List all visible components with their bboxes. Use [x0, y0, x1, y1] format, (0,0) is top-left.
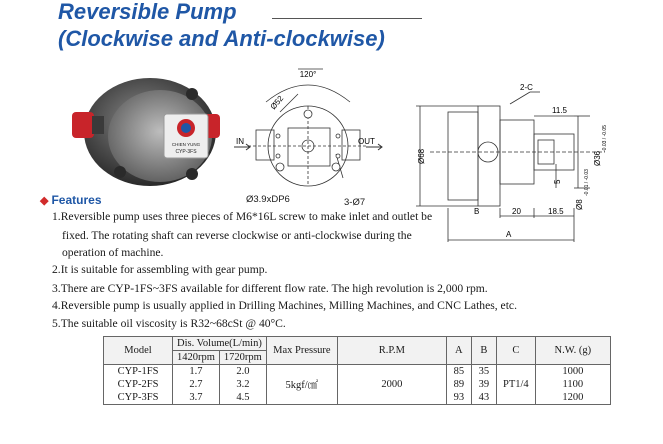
cell-model: CYP-1FS: [104, 365, 173, 379]
photo-model: CYP-3FS: [175, 149, 197, 155]
feature-line: 3.There are CYP-1FS~3FS available for different flow rate. The high revolution is 2,000 rpm.: [52, 282, 488, 295]
side-view-drawing: [410, 83, 610, 252]
col-model: Model: [104, 337, 173, 365]
spec-table: [103, 336, 611, 405]
feature-line: 5.The suitable oil viscosity is R32~68cSt @ 40°C.: [52, 317, 286, 330]
dim-b-label: B: [474, 207, 480, 216]
cell-nw: 1100: [535, 378, 610, 391]
col-nw: N.W. (g): [535, 337, 610, 365]
col-dis-volume: Dis. Volume(L/min): [173, 337, 267, 351]
angle-label: 120°: [299, 70, 317, 79]
cell-v1720: 4.5: [219, 391, 266, 405]
cell-a: 89: [446, 378, 471, 391]
cell-v1720: 3.2: [219, 378, 266, 391]
cell-max-pressure: 5kgf/㎠: [266, 365, 337, 405]
key-width-label: 5: [553, 179, 562, 184]
cell-v1420: 1.7: [173, 365, 220, 379]
port-in-label: IN: [236, 137, 244, 146]
photo-brand: CHIEN YUNG: [171, 142, 201, 147]
col-rpm: R.P.M: [337, 337, 446, 365]
cell-model: CYP-2FS: [104, 378, 173, 391]
page-title: Reversible Pump: [58, 0, 237, 24]
cell-c: PT1/4: [496, 365, 535, 405]
page-subtitle: (Clockwise and Anti-clockwise): [58, 26, 385, 51]
title-underline: [272, 18, 422, 19]
col-max-pressure: Max Pressure: [266, 337, 337, 365]
table-row: [104, 365, 611, 379]
col-rpm-1720: 1720rpm: [219, 351, 266, 365]
col-a: A: [446, 337, 471, 365]
hole1-label: Ø3.9xDP6: [246, 194, 290, 205]
cell-v1420: 3.7: [173, 391, 220, 405]
cell-v1720: 2.0: [219, 365, 266, 379]
len11-5-label: 11.5: [552, 106, 567, 115]
cell-b: 35: [471, 365, 496, 379]
hole2-label: 3-Ø7: [344, 197, 366, 208]
cell-v1420: 2.7: [173, 378, 220, 391]
cell-model: CYP-3FS: [104, 391, 173, 405]
bore-tol-label: -0.01 / -0.03: [584, 169, 590, 196]
col-b: B: [471, 337, 496, 365]
dia52-label: Ø52: [268, 93, 286, 112]
cell-nw: 1000: [535, 365, 610, 379]
front-view-drawing: [228, 64, 388, 189]
shaft-dia-label: Ø36: [593, 150, 602, 166]
cell-rpm: 2000: [337, 365, 446, 405]
feature-line: fixed. The rotating shaft can reverse clockwise or anti-clockwise during the: [62, 229, 412, 242]
cell-a: 85: [446, 365, 471, 379]
dim-a-label: A: [506, 230, 512, 239]
diamond-bullet-icon: ◆: [40, 195, 49, 207]
col-c: C: [496, 337, 535, 365]
feature-line: 1.Reversible pump uses three pieces of M6*16L screw to make inlet and outlet be: [52, 210, 433, 223]
shaft-tol-label: -0.03 / -0.05: [602, 125, 608, 152]
cell-b: 43: [471, 391, 496, 405]
thread-label: 2-C: [520, 83, 533, 92]
pump-photo: [72, 64, 222, 189]
feature-line: 4.Reversible pump is usually applied in Drilling Machines, Milling Machines, and CNC Lathes, etc.: [52, 299, 517, 312]
feature-line: operation of machine.: [62, 246, 164, 259]
cell-a: 93: [446, 391, 471, 405]
bore-dia-label: Ø8: [575, 199, 584, 210]
features-heading: ◆ Features: [40, 193, 102, 207]
feature-line: 2.It is suitable for assembling with gear pump.: [52, 263, 268, 276]
cell-b: 39: [471, 378, 496, 391]
port-out-label: OUT: [358, 137, 375, 146]
cell-nw: 1200: [535, 391, 610, 405]
dim-20-label: 20: [512, 207, 521, 216]
dim-18-5-label: 18.5: [548, 207, 564, 216]
col-rpm-1420: 1420rpm: [173, 351, 220, 365]
dia68-label: Ø68: [417, 148, 426, 164]
